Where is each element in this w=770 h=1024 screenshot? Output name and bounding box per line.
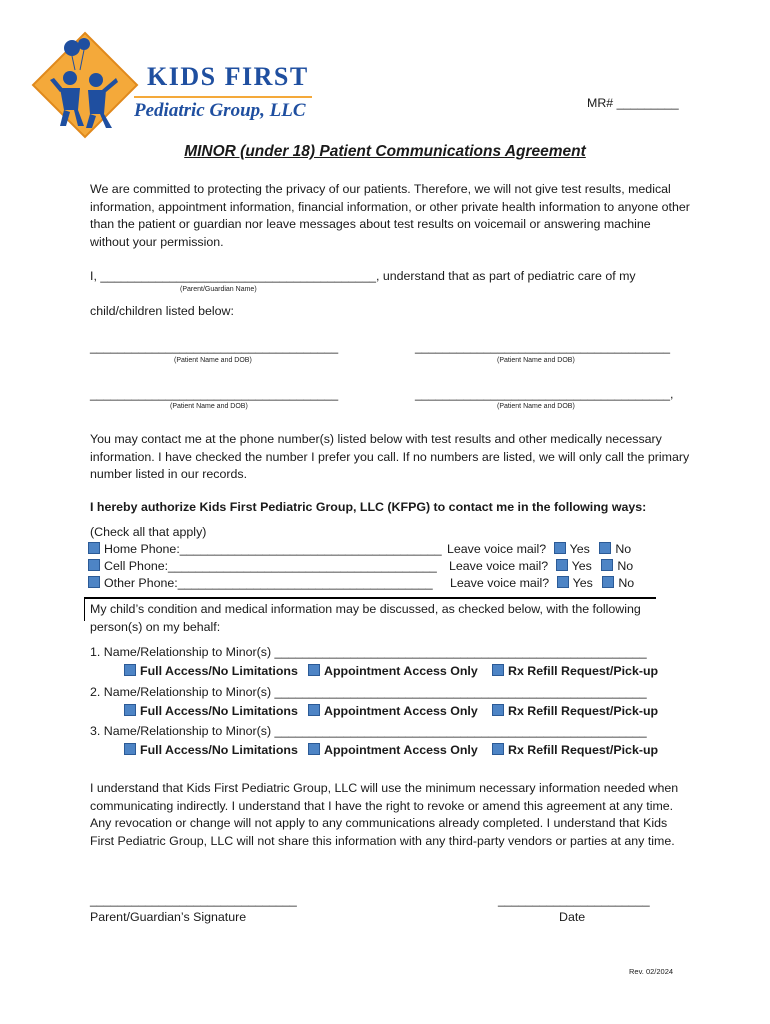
section-divider-left [84,597,85,621]
minor-name-field-2[interactable]: 2. Name/Relationship to Minor(s) ______________________________________________________ [90,685,647,699]
full-access-checkbox[interactable] [124,704,136,716]
intro-paragraph: We are committed to protecting the privacy of our patients. Therefore, we will not give test results, medical information, appointment information, financial information, or other private health information to anyone other than the patient or guardian nor leave messages about test results on voicemail or answering machine without your permission. [90,182,690,249]
cell-phone-row [88,558,437,576]
home-phone-field[interactable]: Home Phone:______________________________________ [104,542,442,556]
patient-field-3[interactable]: ____________________________________ [90,387,339,401]
full-access-label: Full Access/No Limitations [140,664,298,678]
home-yes-checkbox[interactable] [554,542,566,554]
cell-no-checkbox[interactable] [601,559,613,571]
guardian-name-field[interactable]: I, ________________________________________, understand that as part of pediatric care of my [90,269,636,283]
minor-name-field-3[interactable]: 3. Name/Relationship to Minor(s) ______________________________________________________ [90,724,647,738]
kids-first-logo [30,30,140,140]
appt-access-option-2 [308,703,478,721]
rx-refill-label: Rx Refill Request/Pick-up [508,743,659,757]
patient-caption-1: (Patient Name and DOB) [174,357,252,364]
section-divider [84,597,656,599]
appt-access-checkbox[interactable] [308,743,320,755]
authorize-statement: I hereby authorize Kids First Pediatric Group, LLC (KFPG) to contact me in the following ways: [90,500,647,514]
signature-label: Parent/Guardian’s Signature [90,910,247,924]
condition-paragraph: My child’s condition and medical information may be discussed, as checked below, with the following person(s) on my behalf: [90,602,641,634]
rx-option-1 [492,663,658,681]
cell-phone-field[interactable]: Cell Phone:_______________________________________ [104,559,437,573]
full-access-checkbox[interactable] [124,664,136,676]
voicemail-question: Leave voice mail? [450,576,550,590]
children-intro: child/children listed below: [90,304,234,318]
guardian-caption: (Parent/Guardian Name) [180,286,257,293]
date-field[interactable]: ______________________ [498,893,650,907]
cell-yes-checkbox[interactable] [556,559,568,571]
home-phone-checkbox[interactable] [88,542,100,554]
rx-option-3 [492,742,658,760]
logo-title: KIDS FIRST [147,62,309,91]
contact-paragraph: You may contact me at the phone number(s) listed below with test results and other medically necessary information. I have checked the number I prefer you call. If no numbers are listed, we will only call the primary number listed in our records. [90,432,690,482]
other-yes-checkbox[interactable] [557,576,569,588]
no-label: No [615,542,632,556]
yes-label: Yes [572,576,593,590]
no-label: No [617,559,634,573]
patient-caption-3: (Patient Name and DOB) [170,403,248,410]
appt-access-checkbox[interactable] [308,664,320,676]
date-label: Date [559,910,586,924]
check-all-note: (Check all that apply) [90,525,207,539]
cell-phone-checkbox[interactable] [88,559,100,571]
rx-option-2 [492,703,658,721]
minor-name-field-1[interactable]: 1. Name/Relationship to Minor(s) ______________________________________________________ [90,645,647,659]
patient-field-1[interactable]: ____________________________________ [90,340,339,354]
appt-access-label: Appointment Access Only [324,743,478,757]
logo-divider [134,96,312,98]
revision-note: Rev. 02/2024 [629,967,674,976]
signature-field[interactable]: ______________________________ [90,893,297,907]
patient-caption-2: (Patient Name and DOB) [497,357,575,364]
other-phone-row [88,575,433,593]
yes-label: Yes [569,542,590,556]
understand-paragraph: I understand that Kids First Pediatric Group, LLC will use the minimum necessary information needed when communicating indirectly. I understand that I have the right to revoke or amend this agreement at any time. Any revocation or change will not apply to any communications already completed. I understand that Kids First Pediatric Group, LLC will not share this information with any third-party vendors or parties at any time. [90,781,679,848]
full-access-label: Full Access/No Limitations [140,704,298,718]
other-no-checkbox[interactable] [602,576,614,588]
full-access-label: Full Access/No Limitations [140,743,298,757]
mr-number-field[interactable]: MR# _________ [587,96,679,110]
other-phone-checkbox[interactable] [88,576,100,588]
home-phone-row [88,541,442,559]
rx-refill-checkbox[interactable] [492,664,504,676]
minor-access-row-2 [124,703,298,721]
minor-access-row-3 [124,742,298,760]
appt-access-label: Appointment Access Only [324,664,478,678]
patient-caption-4: (Patient Name and DOB) [497,403,575,410]
appt-access-label: Appointment Access Only [324,704,478,718]
rx-refill-label: Rx Refill Request/Pick-up [508,704,659,718]
patient-field-2[interactable]: _____________________________________ [415,340,670,354]
patient-field-4[interactable]: _____________________________________, [415,387,674,401]
yes-label: Yes [571,559,592,573]
rx-refill-checkbox[interactable] [492,704,504,716]
voicemail-question: Leave voice mail? [449,559,549,573]
rx-refill-label: Rx Refill Request/Pick-up [508,664,659,678]
cell-voicemail-row [449,558,633,576]
appt-access-checkbox[interactable] [308,704,320,716]
minor-access-row-1 [124,663,298,681]
appt-access-option-3 [308,742,478,760]
page-title: MINOR (under 18) Patient Communications Agreement [184,143,586,160]
full-access-checkbox[interactable] [124,743,136,755]
home-no-checkbox[interactable] [599,542,611,554]
home-voicemail-row [447,541,631,559]
rx-refill-checkbox[interactable] [492,743,504,755]
other-voicemail-row [450,575,634,593]
other-phone-field[interactable]: Other Phone:_____________________________________ [104,576,433,590]
voicemail-question: Leave voice mail? [447,542,547,556]
no-label: No [618,576,635,590]
appt-access-option-1 [308,663,478,681]
logo-subtitle: Pediatric Group, LLC [134,100,306,121]
